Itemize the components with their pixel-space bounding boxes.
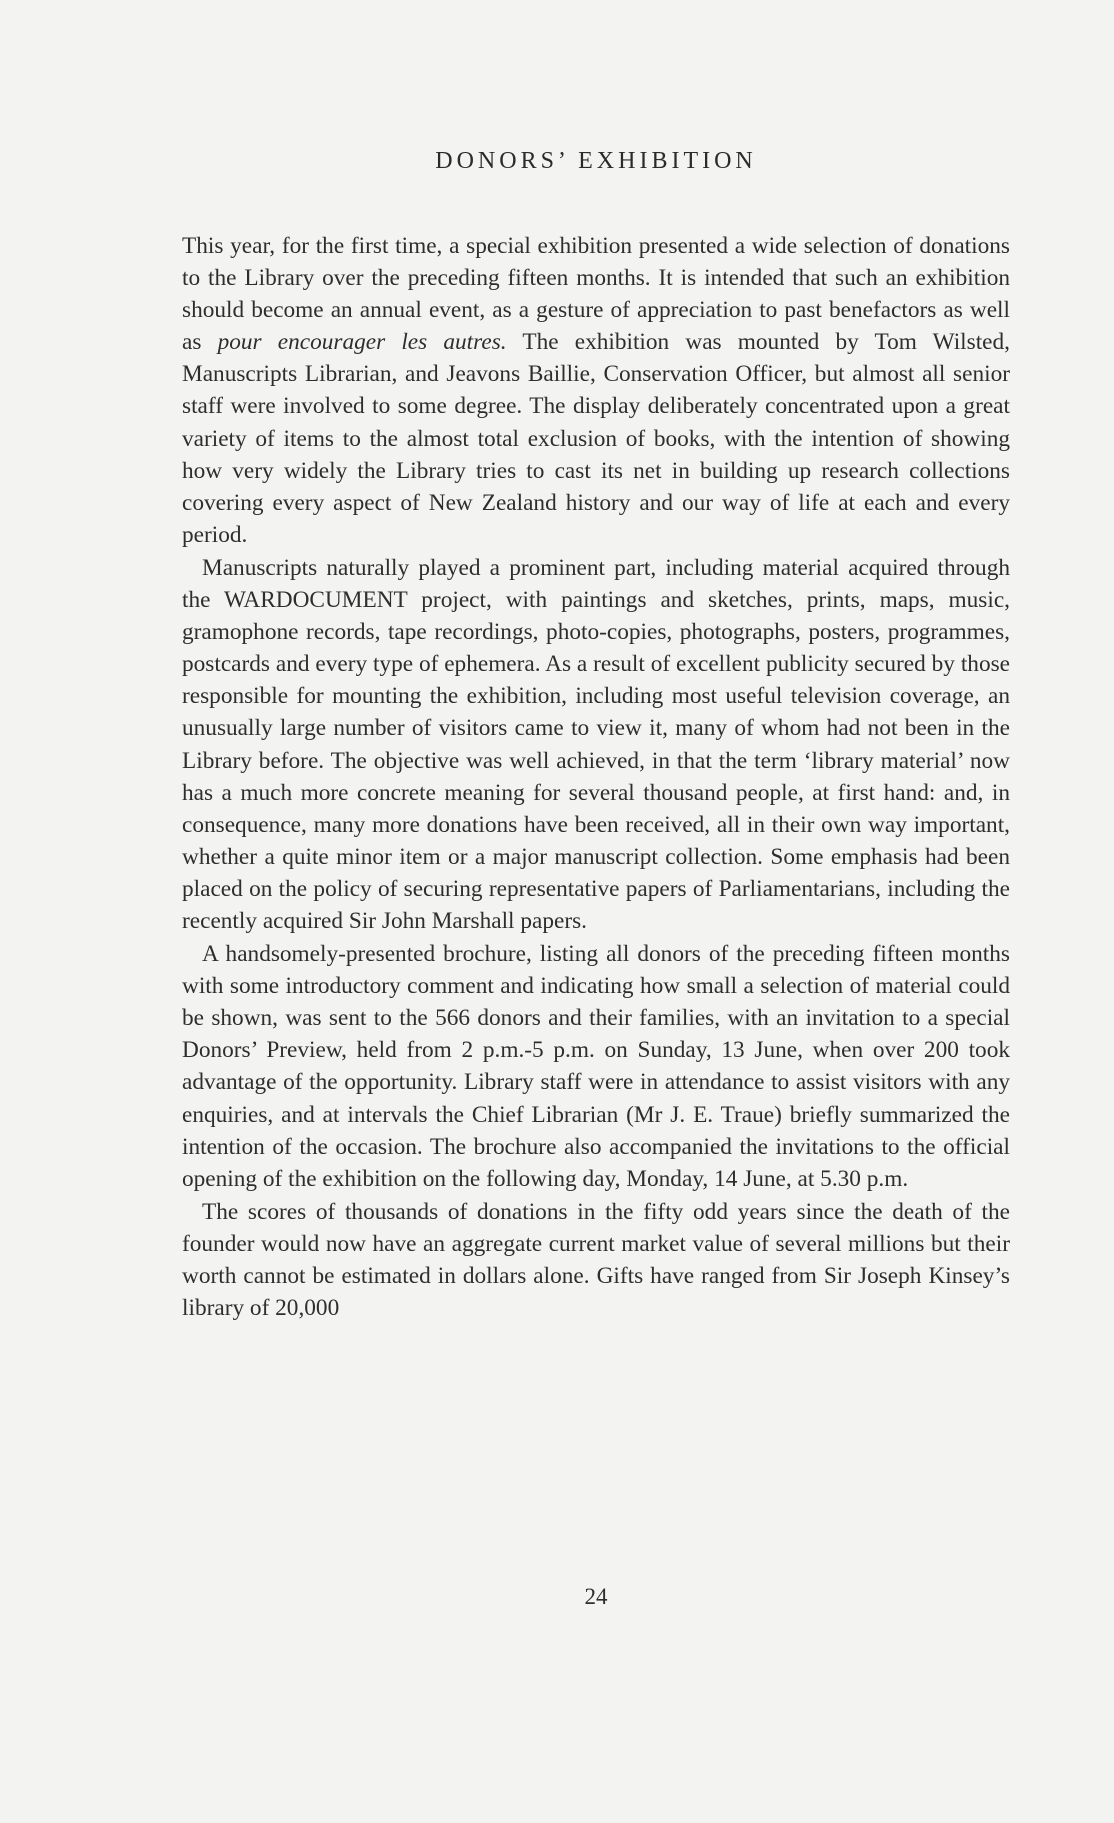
- paragraph-3: A handsomely-presented brochure, listing all donors of the preceding fifteen months with some introductory comment and indicating how small a selection of material could be shown, was sent to the 566 donors and their families, with an invitation to a special Donors’ Preview, held from 2 p.m.-5 p.m. on Sunday, 13 June, when over 200 took advantage of the opportunity. Library staff were in attendance to assist visitors with any enquiries, and at intervals the Chief Librarian (Mr J. E. Traue) briefly summarized the intention of the occasion. The brochure also accompanied the invitations to the official opening of the exhibition on the following day, Monday, 14 June, at 5.30 p.m.: [182, 941, 1010, 1192]
- body-text: [182, 230, 1010, 1324]
- page-number: 24: [584, 1584, 608, 1609]
- paragraph-2: Manuscripts naturally played a prominent part, including material acquired through the WARDOCUMENT project, with paintings and sketches, prints, maps, music, gramophone records, tape recordings, photo-copies, photographs, posters, programmes, postcards and every type of ephemera. As a result of excellent publicity secured by those responsible for mounting the exhibition, including most useful television coverage, an unusually large number of visitors came to view it, many of whom had not been in the Library before. The objective was well achieved, in that the term ‘library material’ now has a much more concrete meaning for several thousand people, at first hand: and, in consequence, many more donations have been received, all in their own way important, whether a quite minor item or a major manuscript collection. Some emphasis had been placed on the policy of securing representative papers of Parliamentarians, including the recently acquired Sir John Marshall papers.: [182, 554, 1010, 934]
- paragraph-4: The scores of thousands of donations in the fifty odd years since the death of the founder would now have an aggregate current market value of several millions but their worth cannot be estimated in dollars alone. Gifts have ranged from Sir Joseph Kinsey’s library of 20,000: [182, 1198, 1010, 1322]
- paragraph-1: [182, 230, 1010, 551]
- italic-phrase: pour encourager les autres.: [217, 329, 507, 356]
- paragraph-1-text: This year, for the first time, a special exhibition presented a wide selection of donations to the Library over the preceding fifteen months. It is intended that such an exhibition should become an annual event, as a gesture of appreciation to past benefactors as well as: [182, 233, 1010, 356]
- paragraph-1-text-cont: The exhibition was mounted by Tom Wilsted, Manuscripts Librarian, and Jeavons Baillie, Conservation Officer, but almost all senior staff were involved to some degree. The display deliberately concentrated upon a great variety of items to the almost total exclusion of books, with the intention of showing how very widely the Library tries to cast its net in building up research collections covering every aspect of New Zealand history and our way of life at each and every period.: [182, 329, 1011, 548]
- page-title: DONORS’ EXHIBITION: [435, 148, 757, 174]
